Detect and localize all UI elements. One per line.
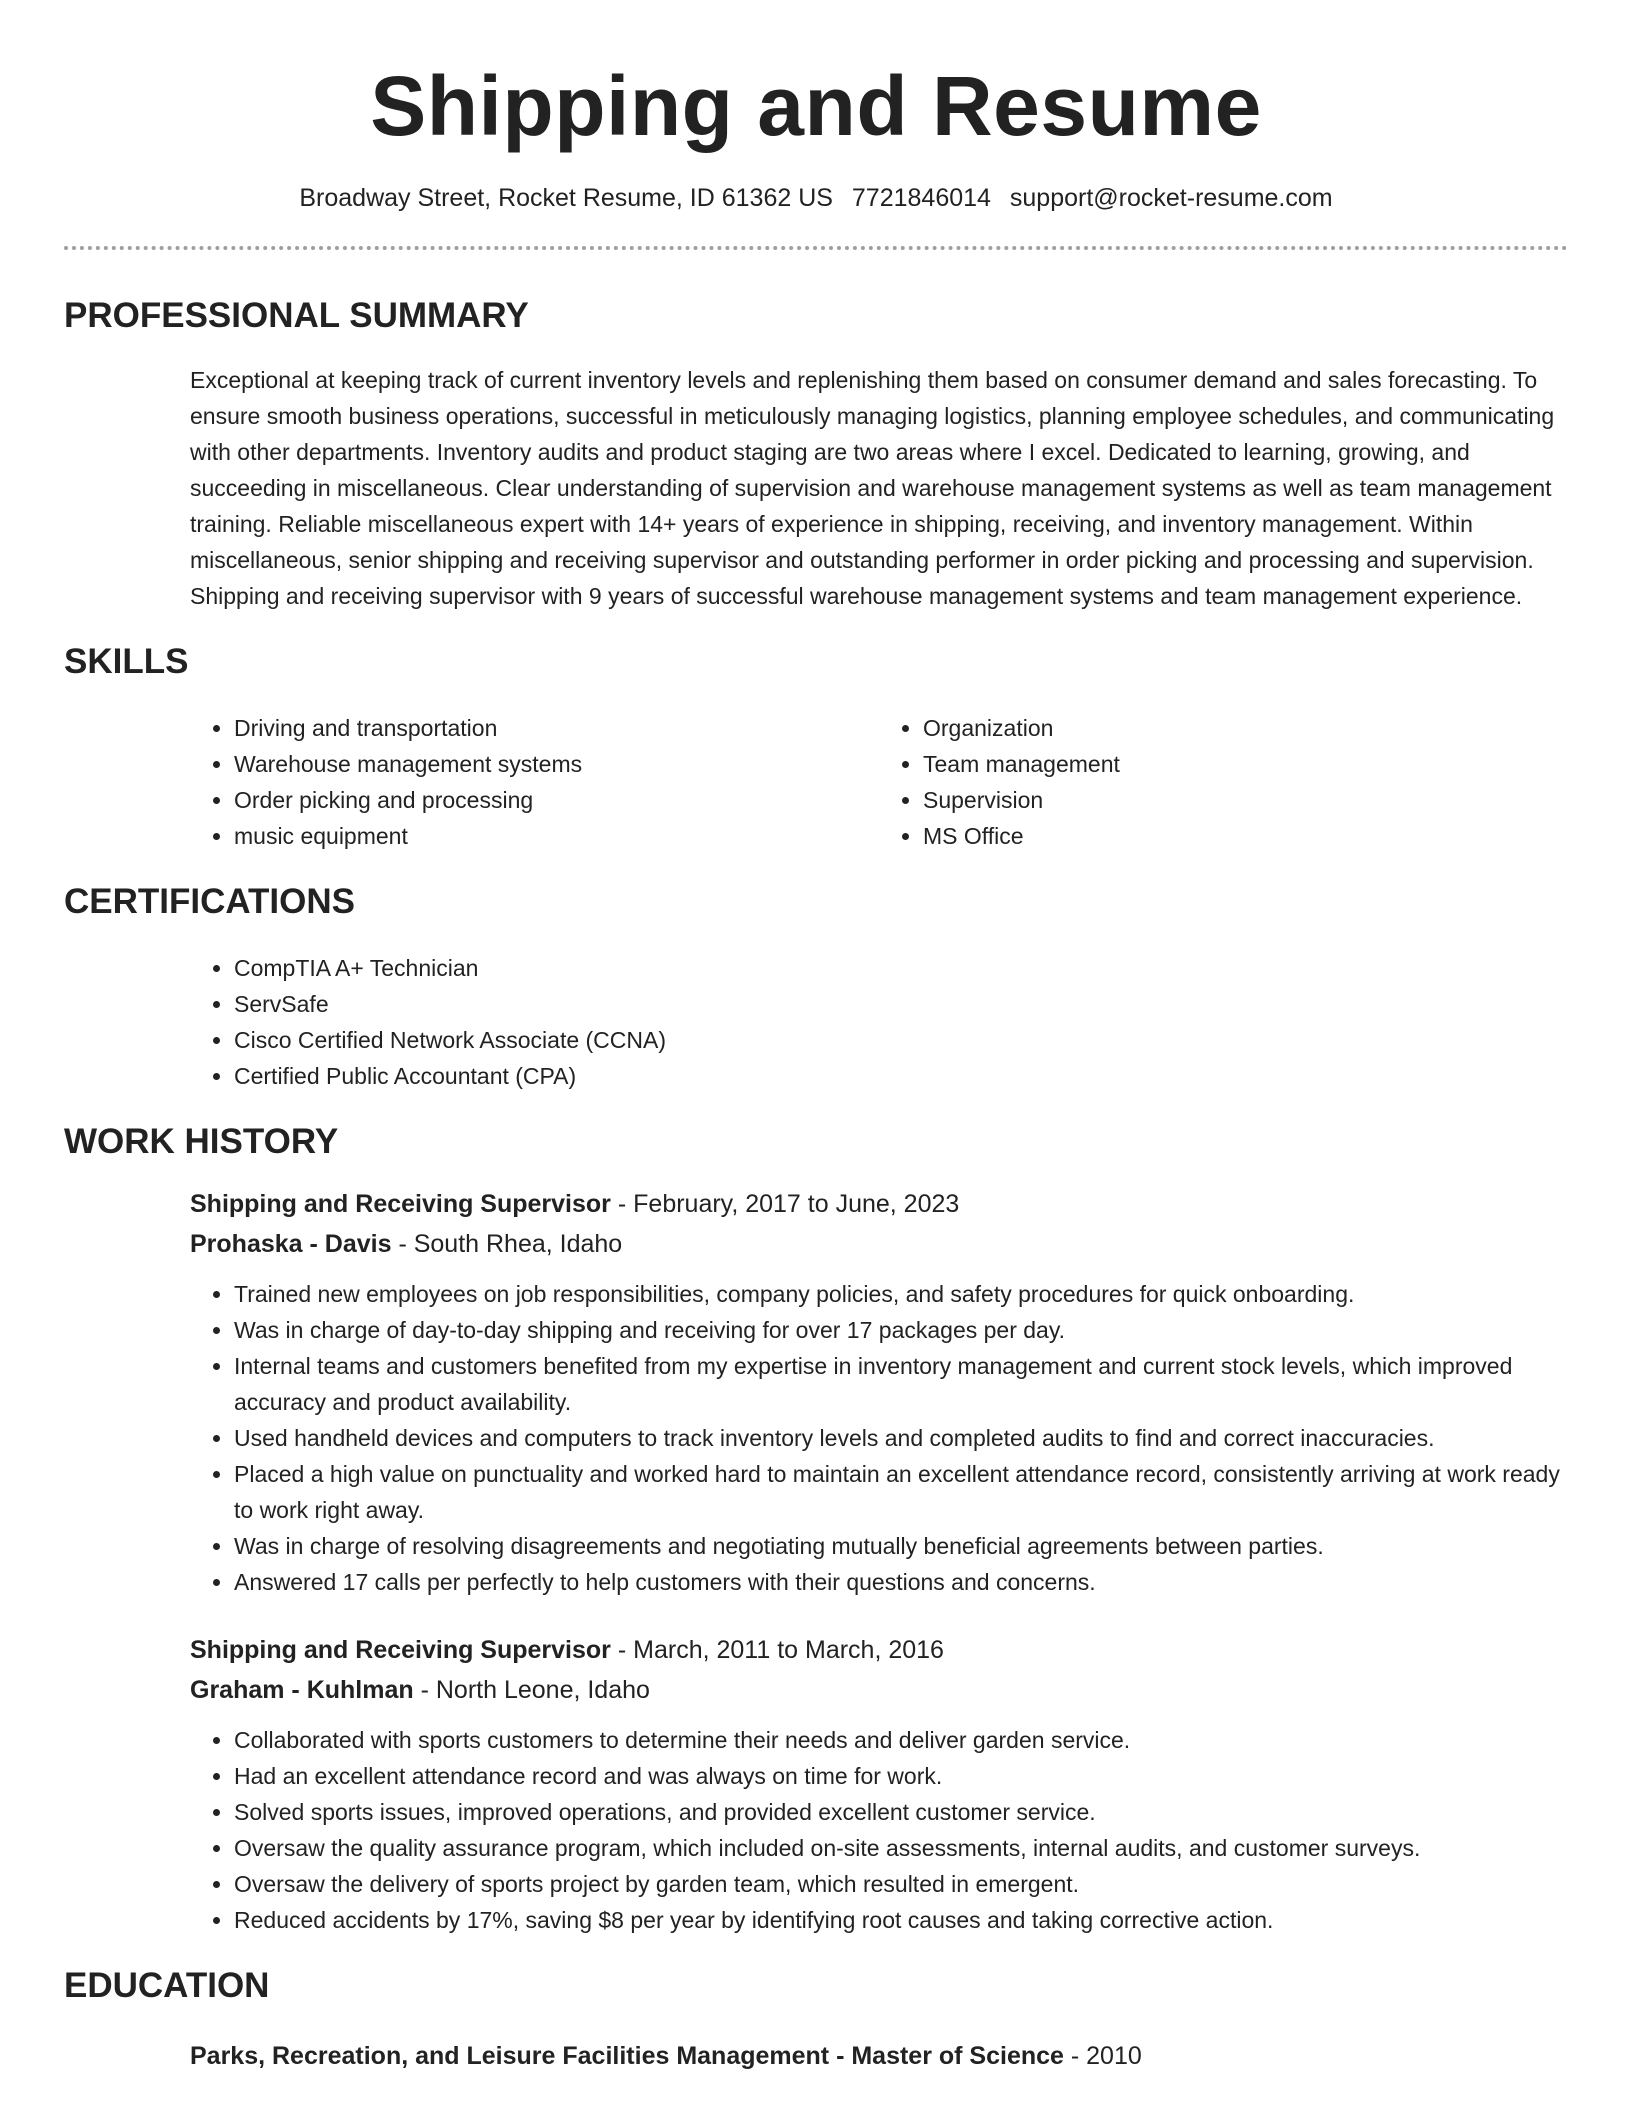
certification-item: • ServSafe	[234, 986, 1568, 1022]
work-history-heading: WORK HISTORY	[64, 1122, 339, 1161]
skill-item: • Team management	[923, 746, 1568, 782]
skill-item: • Supervision	[923, 782, 1568, 818]
education-entry	[190, 2036, 1568, 2076]
skill-item: • Driving and transportation	[234, 710, 879, 746]
job-dates: - February, 2017 to June, 2023	[610, 1190, 960, 1218]
job-title-line	[190, 1184, 1568, 1224]
job-location: - North Leone, Idaho	[413, 1676, 650, 1704]
contact-phone: 7721846014	[851, 184, 991, 212]
job-entry	[190, 1630, 1568, 1938]
job-entry	[190, 1184, 1568, 1600]
skills-grid	[190, 710, 1568, 854]
job-dates: - March, 2011 to March, 2016	[610, 1636, 944, 1664]
skill-item: • MS Office	[923, 818, 1568, 854]
contact-address: Broadway Street, Rocket Resume, ID 61362 US	[299, 184, 833, 212]
skill-item: • music equipment	[234, 818, 879, 854]
education-year: - 2010	[1063, 2042, 1142, 2070]
job-company: Graham - Kuhlman	[190, 1676, 414, 1704]
job-bullets	[190, 1722, 1568, 1938]
header-divider	[64, 246, 1568, 250]
job-bullet: • Was in charge of resolving disagreements and negotiating mutually beneficial agreements between parties.	[234, 1528, 1568, 1564]
contact-line	[64, 182, 1568, 214]
job-company: Prohaska - Davis	[190, 1230, 392, 1258]
summary-text: Exceptional at keeping track of current inventory levels and replenishing them based on consumer demand and sales forecasting. To ensure smooth business operations, successful in meticulously managing logistics, planning employee schedules, and communicating with other departments. Inventory audits and product staging are two areas where I excel. Dedicated to learning, growing, and succeeding in miscellaneous. Clear understanding of supervision and warehouse management systems as well as team management training. Reliable miscellaneous expert with 14+ years of experience in shipping, receiving, and inventory management. Within miscellaneous, senior shipping and receiving supervisor and outstanding performer in order picking and processing and supervision. Shipping and receiving supervisor with 9 years of successful warehouse management systems and team management experience.	[190, 367, 1555, 609]
summary-heading: PROFESSIONAL SUMMARY	[64, 296, 529, 335]
skill-item: • Organization	[923, 710, 1568, 746]
job-bullet: • Placed a high value on punctuality and worked hard to maintain an excellent attendance record, consistently arriving at work ready to work right away.	[234, 1456, 1568, 1528]
skill-item: • Warehouse management systems	[234, 746, 879, 782]
job-bullet: • Had an excellent attendance record and was always on time for work.	[234, 1758, 1568, 1794]
skill-item: • Order picking and processing	[234, 782, 879, 818]
job-role: Shipping and Receiving Supervisor	[190, 1636, 611, 1664]
skills-heading: SKILLS	[64, 642, 189, 681]
job-company-line	[190, 1224, 1568, 1264]
job-bullets	[190, 1276, 1568, 1600]
certification-item: • CompTIA A+ Technician	[234, 950, 1568, 986]
contact-email: support@rocket-resume.com	[1009, 184, 1333, 212]
job-bullet: • Oversaw the delivery of sports project by garden team, which resulted in emergent.	[234, 1866, 1568, 1902]
job-company-line	[190, 1670, 1568, 1710]
job-bullet: • Answered 17 calls per perfectly to help customers with their questions and concerns.	[234, 1564, 1568, 1600]
job-title-line	[190, 1630, 1568, 1670]
job-bullet: • Solved sports issues, improved operations, and provided excellent customer service.	[234, 1794, 1568, 1830]
education-heading: EDUCATION	[64, 1966, 270, 2005]
certifications-heading: CERTIFICATIONS	[64, 882, 356, 921]
job-role: Shipping and Receiving Supervisor	[190, 1190, 611, 1218]
certification-item: • Certified Public Accountant (CPA)	[234, 1058, 1568, 1094]
education-degree: Parks, Recreation, and Leisure Facilities Management - Master of Science	[190, 2042, 1064, 2070]
resume-name: Shipping and Resume	[370, 59, 1262, 153]
certifications-list	[190, 950, 1568, 1094]
job-bullet: • Used handheld devices and computers to track inventory levels and completed audits to find and correct inaccuracies.	[234, 1420, 1568, 1456]
job-location: - South Rhea, Idaho	[391, 1230, 623, 1258]
job-bullet: • Internal teams and customers benefited from my expertise in inventory management and current stock levels, which improved accuracy and product availability.	[234, 1348, 1568, 1420]
job-bullet: • Was in charge of day-to-day shipping and receiving for over 17 packages per day.	[234, 1312, 1568, 1348]
skills-list-left	[190, 710, 879, 854]
skills-list-right	[879, 710, 1568, 854]
certification-item: • Cisco Certified Network Associate (CCNA)	[234, 1022, 1568, 1058]
job-bullet: • Trained new employees on job responsibilities, company policies, and safety procedures for quick onboarding.	[234, 1276, 1568, 1312]
job-bullet: • Collaborated with sports customers to determine their needs and deliver garden service.	[234, 1722, 1568, 1758]
job-bullet: • Oversaw the quality assurance program, which included on-site assessments, internal audits, and customer surveys.	[234, 1830, 1568, 1866]
job-bullet: • Reduced accidents by 17%, saving $8 per year by identifying root causes and taking corrective action.	[234, 1902, 1568, 1938]
